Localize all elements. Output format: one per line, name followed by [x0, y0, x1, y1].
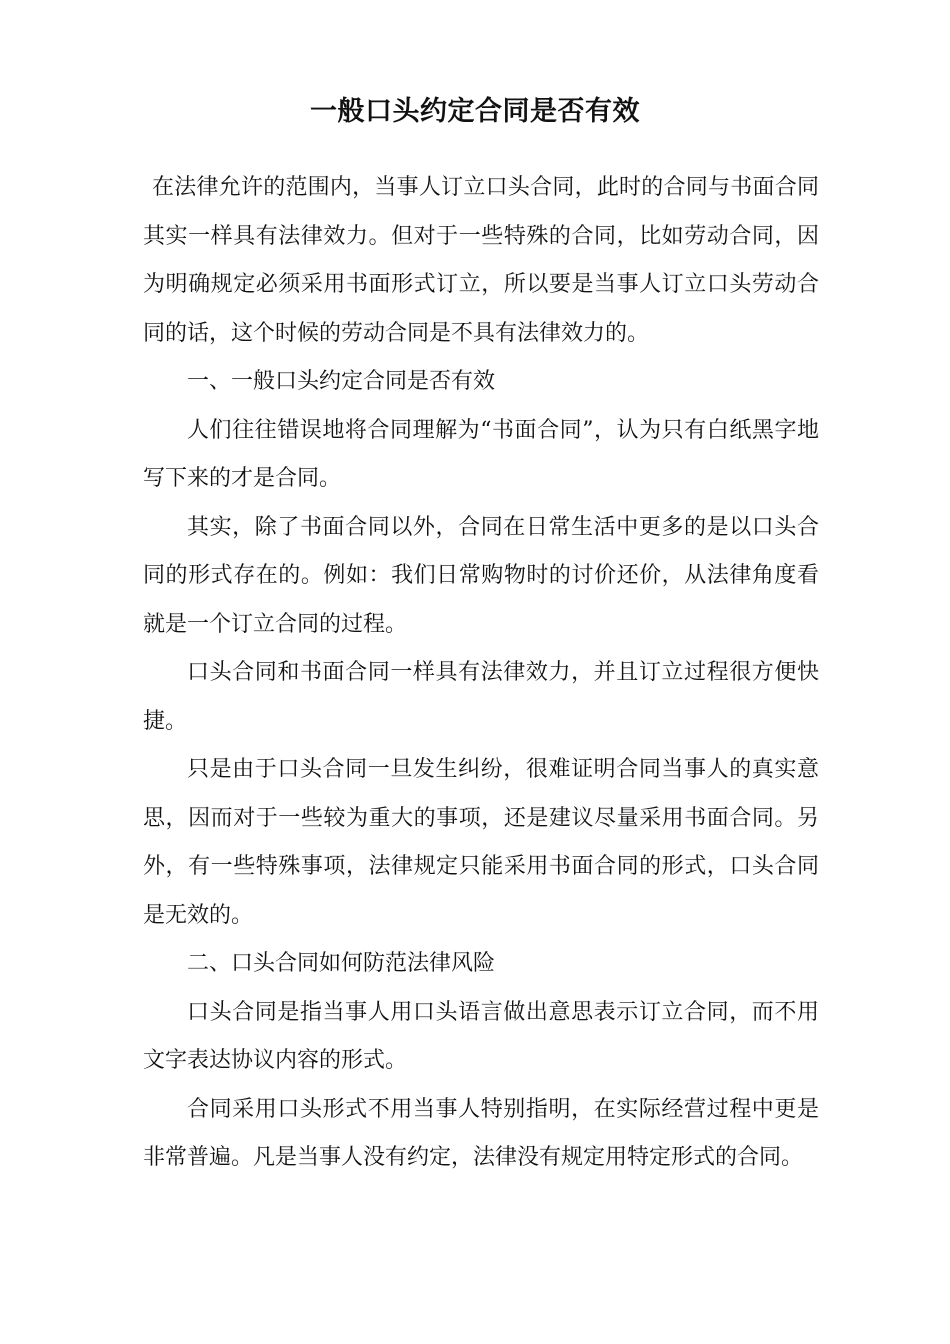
section-heading-2: 二、口头合同如何防范法律风险: [187, 951, 496, 976]
intro-paragraph: 在法律允许的范围内，当事人订立口头合同，此时的合同与书面合同其实一样具有法律效力。但对于一些特殊的合同，比如劳动合同，因为明确规定必须采用书面形式订立，所以要是当事人订立口头劳动合同的话，这个时候的劳动合同是不具有法律效力的。: [143, 175, 819, 346]
body-paragraph: 口头合同和书面合同一样具有法律效力，并且订立过程很方便快捷。: [143, 660, 819, 734]
section-heading-1: 一、一般口头约定合同是否有效: [187, 369, 496, 394]
document-body: [143, 164, 819, 1183]
body-paragraph: 人们往往错误地将合同理解为“书面合同”，认为只有白纸黑字地写下来的才是合同。: [143, 417, 819, 491]
body-paragraph: 合同采用口头形式不用当事人特别指明，在实际经营过程中更是非常普遍。凡是当事人没有约定，法律没有规定用特定形式的合同。: [143, 1096, 819, 1170]
body-paragraph: 其实，除了书面合同以外，合同在日常生活中更多的是以口头合同的形式存在的。例如：我们日常购物时的讨价还价，从法律角度看就是一个订立合同的过程。: [143, 514, 819, 637]
body-paragraph: 只是由于口头合同一旦发生纠纷，很难证明合同当事人的真实意思，因而对于一些较为重大的事项，还是建议尽量采用书面合同。另外，有一些特殊事项，法律规定只能采用书面合同的形式，口头合同是无效的。: [143, 757, 819, 928]
body-paragraph: 口头合同是指当事人用口头语言做出意思表示订立合同，而不用文字表达协议内容的形式。: [143, 999, 819, 1073]
document-title: 一般口头约定合同是否有效: [310, 96, 640, 127]
